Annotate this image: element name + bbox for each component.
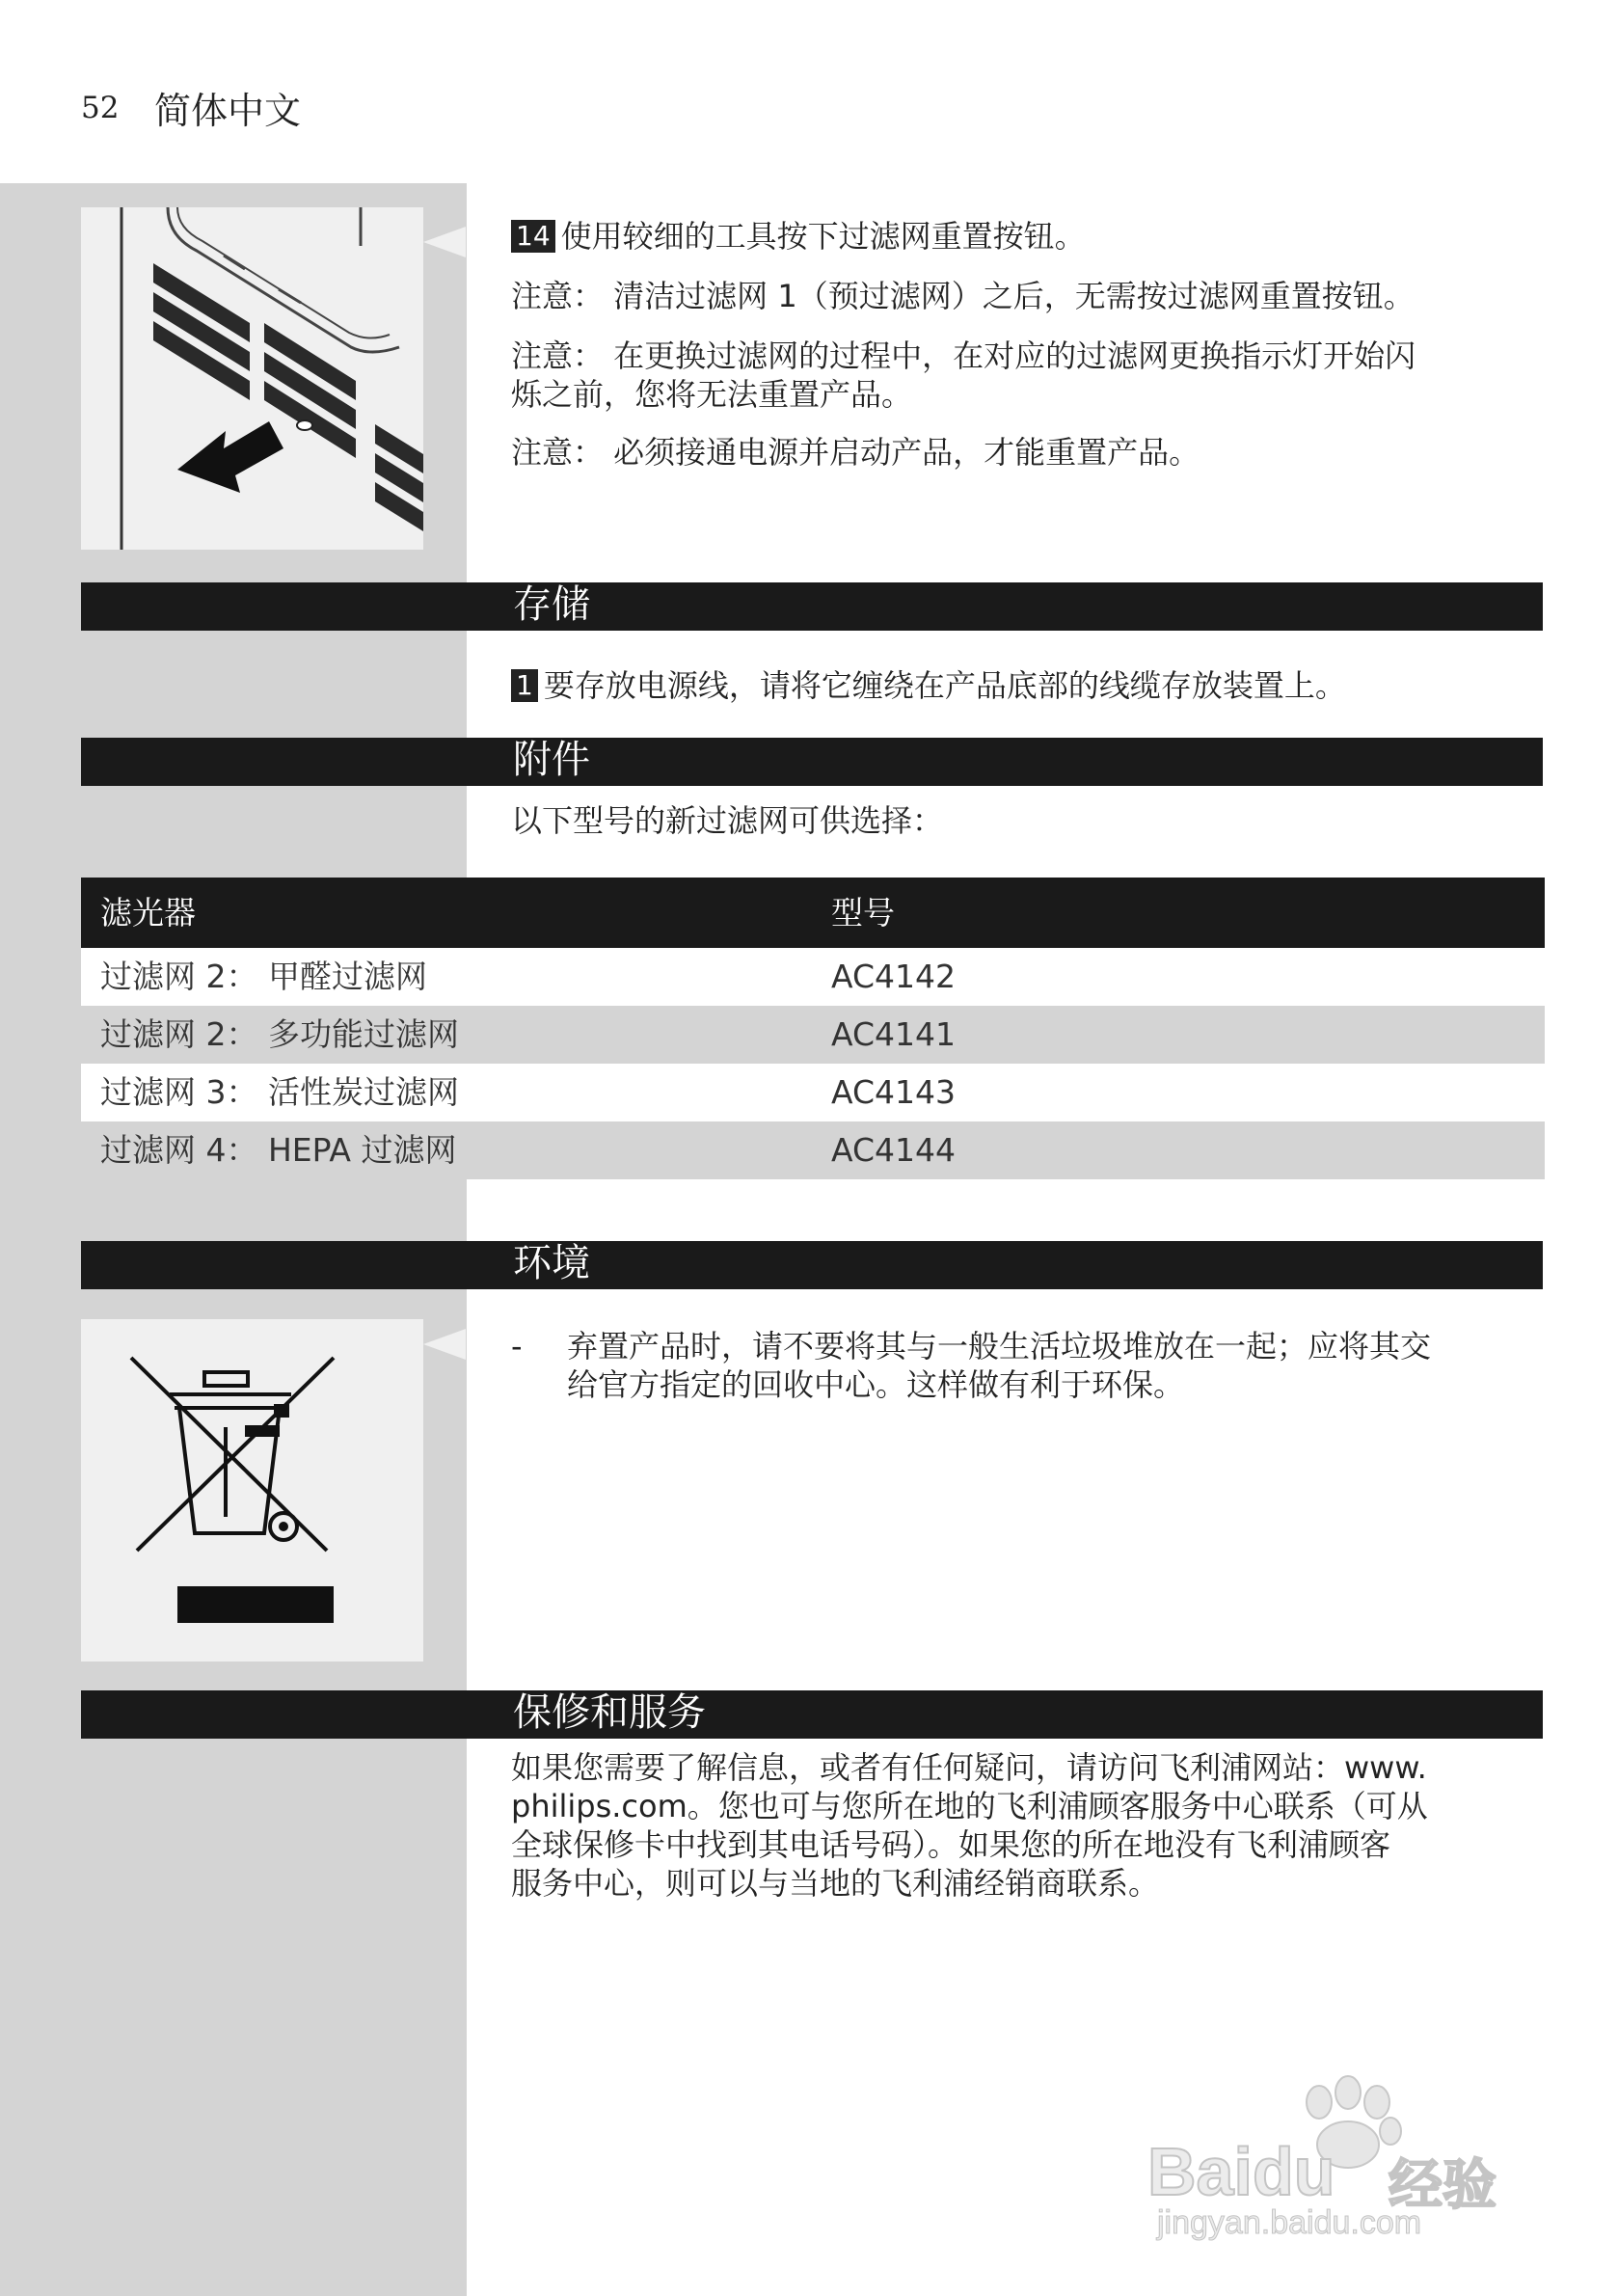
- warranty-line-4: 服务中心，则可以与当地的飞利浦经销商联系。: [511, 1865, 1160, 1902]
- warranty-line-1: 如果您需要了解信息，或者有任何疑问，请访问飞利浦网站：www.: [511, 1749, 1427, 1786]
- environment-bullet: -: [511, 1328, 523, 1364]
- table-header-filter: 滤光器: [100, 894, 196, 932]
- table-cell-model: AC4144: [831, 1131, 957, 1169]
- storage-step-text: 要存放电源线，请将它缠绕在产品底部的线缆存放装置上。: [543, 667, 1346, 704]
- crossed-bin-icon: [81, 1319, 423, 1661]
- table-header-row: [81, 878, 1545, 948]
- table-row: [81, 1064, 1545, 1121]
- section-bar-storage: [81, 582, 1543, 631]
- filter-model-table: [81, 878, 1545, 1179]
- section-title-accessories: 附件: [513, 738, 590, 782]
- watermark-url: jingyan.baidu.com: [1157, 2204, 1422, 2241]
- storage-step-1: [511, 665, 1346, 706]
- step-number-badge: 14: [511, 220, 555, 253]
- table-header-model: 型号: [831, 894, 895, 932]
- filter-reset-illustration: [81, 207, 423, 550]
- table-row: [81, 1006, 1545, 1064]
- note-1: 注意： 清洁过滤网 1（预过滤网）之后，无需按过滤网重置按钮。: [511, 278, 1415, 314]
- section-title-storage: 存储: [513, 582, 590, 627]
- note-3: 注意： 必须接通电源并启动产品，才能重置产品。: [511, 434, 1200, 471]
- note-2-line-2: 烁之前，您将无法重置产品。: [511, 376, 913, 413]
- table-cell-filter: 过滤网 2： 甲醛过滤网: [100, 958, 427, 995]
- table-cell-filter: 过滤网 3： 活性炭过滤网: [100, 1073, 459, 1111]
- table-cell-model: AC4142: [831, 958, 957, 995]
- callout-pointer: [423, 1329, 466, 1360]
- table-row: [81, 948, 1545, 1006]
- page-number: 52: [81, 91, 120, 125]
- step-14-text: 使用较细的工具按下过滤网重置按钮。: [560, 218, 1086, 255]
- callout-pointer: [423, 227, 466, 257]
- section-title-warranty: 保修和服务: [513, 1690, 706, 1735]
- section-bar-accessories: [81, 738, 1543, 786]
- section-bar-environment: [81, 1241, 1543, 1289]
- accessories-intro: 以下型号的新过滤网可供选择：: [511, 802, 944, 839]
- table-cell-model: AC4141: [831, 1015, 957, 1053]
- watermark-suffix: 经验: [1389, 2154, 1497, 2217]
- weee-disposal-illustration: [81, 1319, 423, 1661]
- table-row: [81, 1121, 1545, 1179]
- warranty-line-2: philips.com。您也可与您所在地的飞利浦顾客服务中心联系（可从: [511, 1788, 1428, 1824]
- page-language-title: 简体中文: [154, 90, 302, 132]
- table-cell-filter: 过滤网 2： 多功能过滤网: [100, 1015, 459, 1053]
- table-cell-filter: 过滤网 4： HEPA 过滤网: [100, 1131, 457, 1169]
- device-vent-icon: [81, 207, 423, 550]
- watermark-brand: [1147, 2133, 1335, 2210]
- environment-line-2: 给官方指定的回收中心。这样做有利于环保。: [567, 1366, 1185, 1403]
- step-14: [511, 216, 1086, 257]
- environment-line-1: 弃置产品时，请不要将其与一般生活垃圾堆放在一起；应将其交: [567, 1328, 1432, 1364]
- watermark-brand-du: du: [1252, 2134, 1335, 2209]
- baidu-watermark: [1147, 2073, 1552, 2241]
- section-title-environment: 环境: [513, 1241, 590, 1285]
- warranty-line-3: 全球保修卡中找到其电话号码）。如果您的所在地没有飞利浦顾客: [511, 1826, 1391, 1863]
- step-number-badge: 1: [511, 669, 538, 702]
- table-cell-model: AC4143: [831, 1073, 957, 1111]
- watermark-brand-bai: Bai: [1147, 2134, 1253, 2209]
- section-bar-warranty: [81, 1690, 1543, 1739]
- note-2-line-1: 注意： 在更换过滤网的过程中，在对应的过滤网更换指示灯开始闪: [511, 338, 1416, 374]
